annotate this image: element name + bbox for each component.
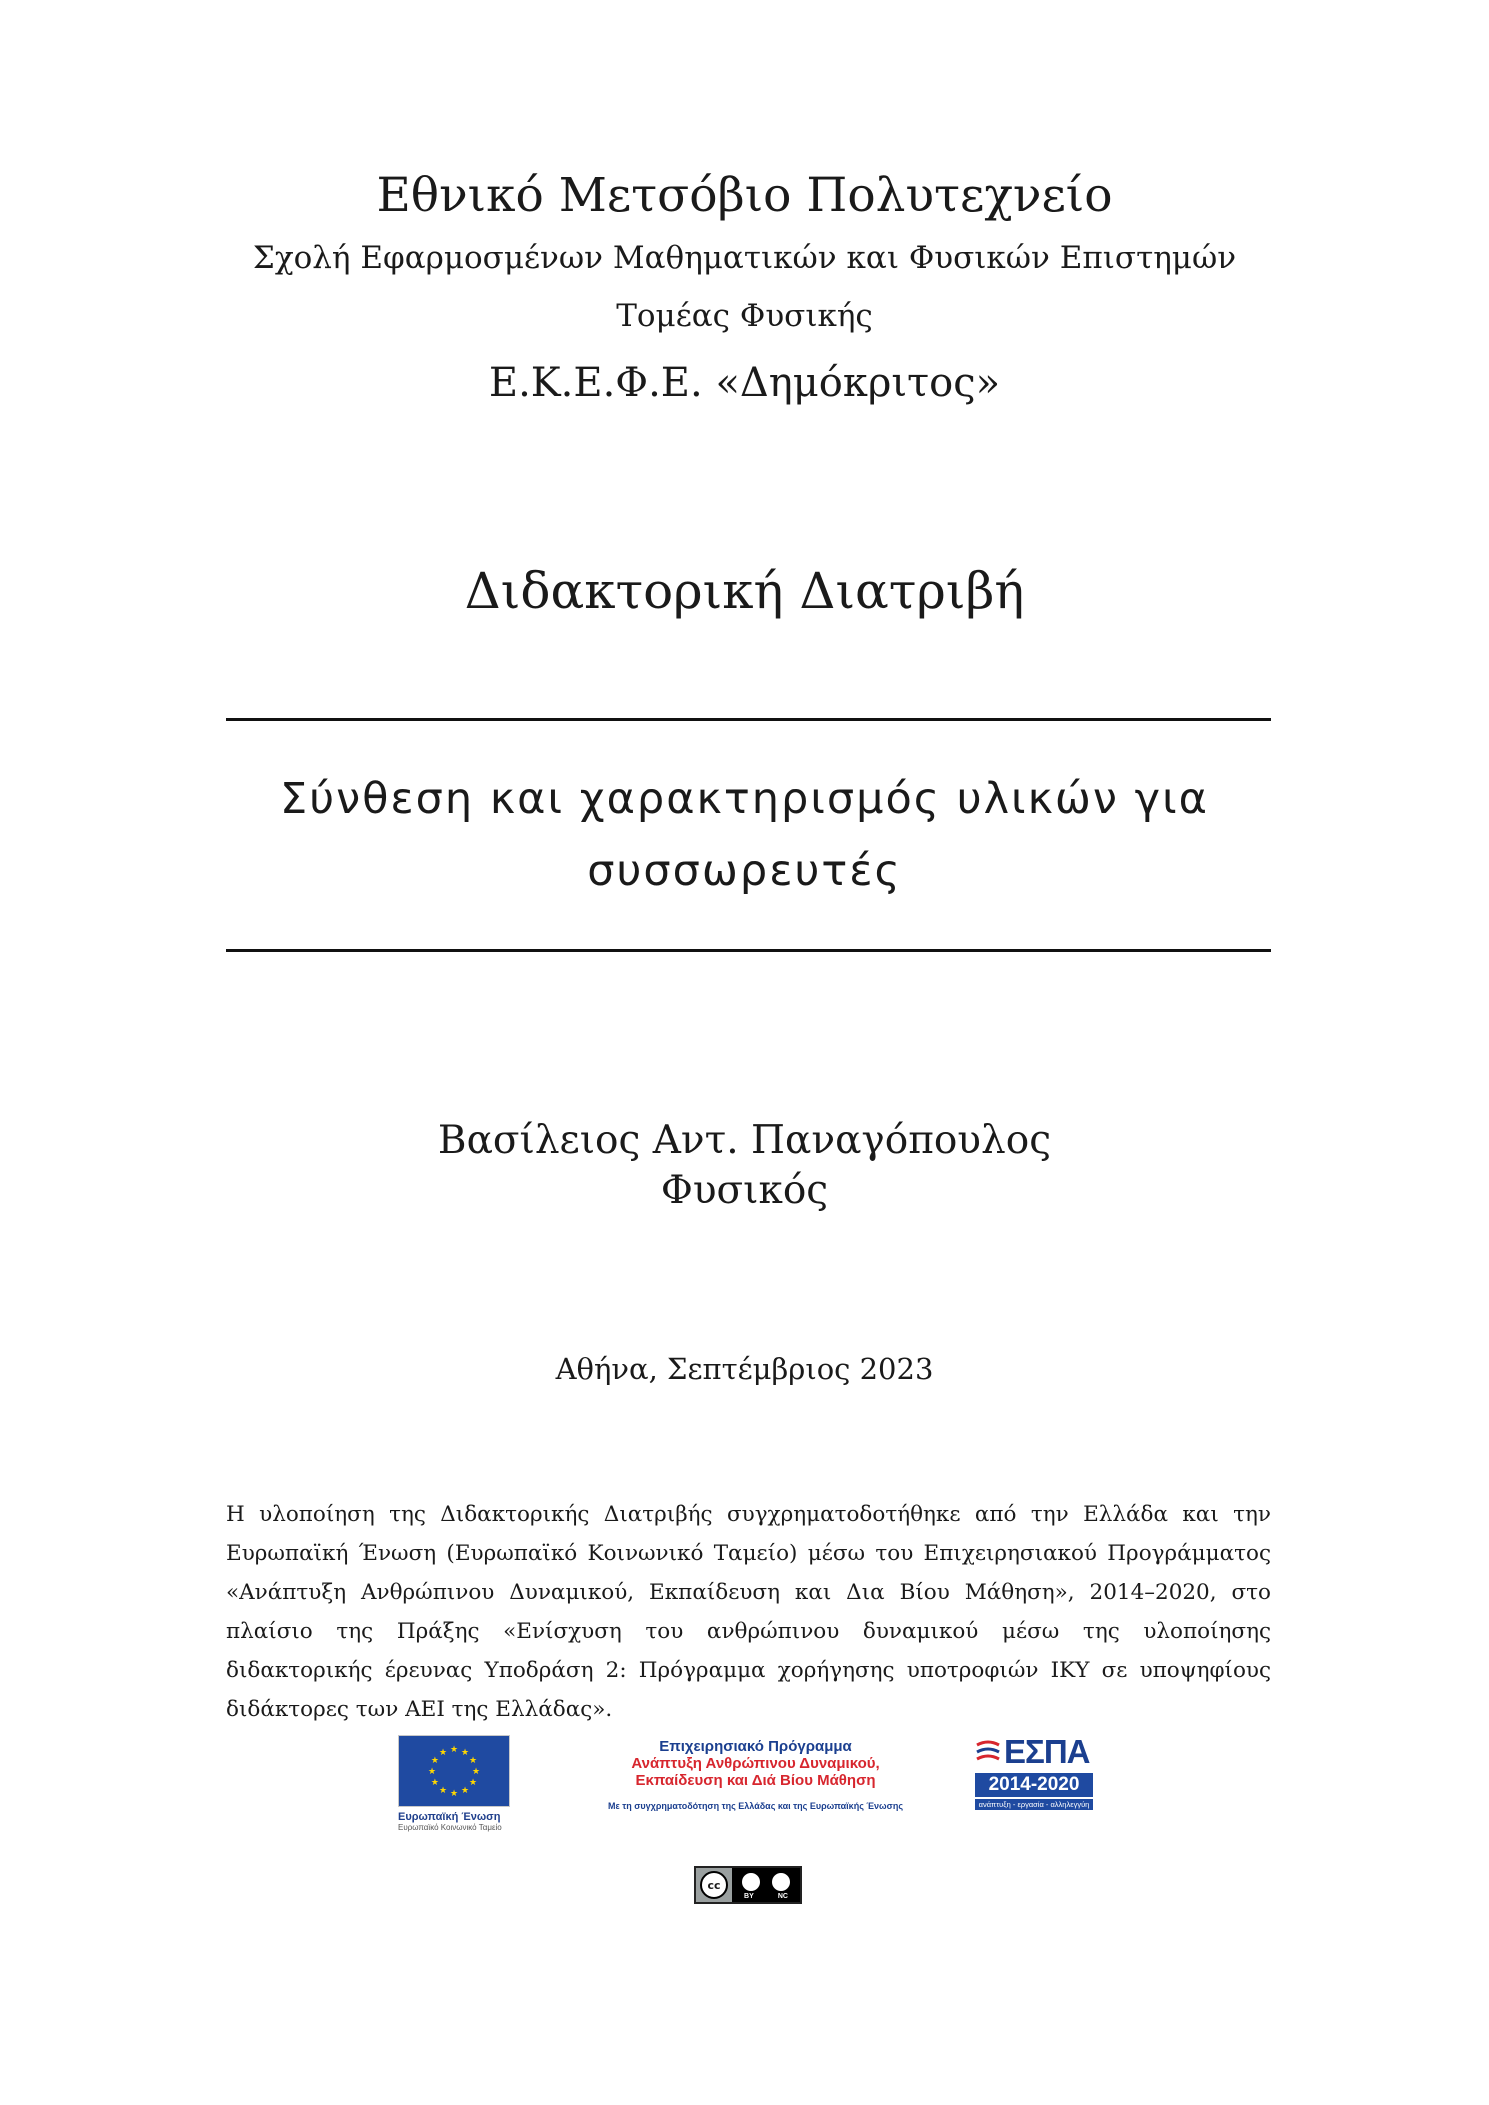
eu-logo-label: Ευρωπαϊκή Ένωση	[398, 1811, 501, 1823]
eu-logo-sublabel: Ευρωπαϊκό Κοινωνικό Ταμείο	[398, 1823, 502, 1832]
author-profession: Φυσικός	[660, 1168, 829, 1213]
place-date: Αθήνα, Σεπτέμβριος 2023	[555, 1352, 934, 1386]
cc-by-label: BY	[744, 1893, 754, 1900]
title-rule-top	[226, 718, 1271, 721]
eu-star-icon: ★	[438, 1786, 448, 1797]
cc-icon: cc	[700, 1871, 728, 1899]
eu-star-icon: ★	[430, 1756, 439, 1766]
eu-star-icon: ★	[469, 1756, 478, 1766]
attribution-icon: ●	[740, 1871, 762, 1893]
espa-word: ΕΣΠΑ	[1004, 1733, 1090, 1770]
eu-star-icon: ★	[469, 1778, 478, 1788]
eu-star-icon: ★	[471, 1767, 481, 1777]
noncommercial-icon: $	[770, 1871, 792, 1893]
eu-star-icon: ★	[430, 1778, 439, 1788]
eu-logo	[398, 1735, 508, 1833]
school-name: Σχολή Εφαρμοσμένων Μαθηματικών και Φυσικών Επιστημών	[252, 240, 1237, 276]
eu-flag-icon	[398, 1735, 510, 1807]
op-logo-line4: Με τη συγχρηματοδότηση της Ελλάδας και της Ευρωπαϊκής Ένωσης	[607, 1801, 903, 1811]
eu-star-icon: ★	[460, 1786, 470, 1797]
thesis-title-line1: Σύνθεση και χαρακτηρισμός υλικών για	[280, 774, 1209, 824]
op-logo-line1: Επιχειρησιακό Πρόγραμμα	[659, 1738, 852, 1755]
document-type: Διδακτορική Διατριβή	[464, 562, 1025, 620]
eu-star-icon: ★	[438, 1747, 448, 1758]
thesis-title-line2: συσσωρευτές	[587, 846, 902, 896]
university-name: Εθνικό Μετσόβιο Πολυτεχνείο	[376, 168, 1113, 223]
cc-nc-label: NC	[777, 1893, 788, 1900]
operational-programme-logo	[578, 1738, 933, 1828]
espa-years: 2014-2020	[975, 1773, 1093, 1797]
institute-name: Ε.Κ.Ε.Φ.Ε. «Δημόκριτος»	[488, 360, 1001, 406]
op-logo-line3: Εκπαίδευση και Διά Βίου Μάθηση	[635, 1772, 876, 1789]
eu-star-icon: ★	[449, 1745, 459, 1755]
title-rule-bottom	[226, 949, 1271, 952]
espa-waves-icon	[975, 1737, 1001, 1767]
creative-commons-license-badge	[694, 1866, 802, 1904]
author-name: Βασίλειος Αντ. Παναγόπουλος	[437, 1118, 1052, 1163]
funding-statement: Η υλοποίηση της Διδακτορικής Διατριβής συγχρηματοδοτήθηκε από την Ελλάδα και την Ευρωπαϊκή Ένωση (Ευρωπαϊκό Κοινωνικό Ταμείο) μέσω του Επιχειρησιακού Προγράμματος «Ανάπτυξη Ανθρώπινου Δυναμικού, Εκπαίδευση και Δια Βίου Μάθηση», 2014–2020, στο πλαίσιο της Πράξης «Ενίσχυση του ανθρώπινου δυναμικού μέσω της υλοποίησης διδακτορικής έρευνας Υποδράση 2: Πρόγραμμα χορήγησης υποτροφιών ΙΚΥ σε υποψηφίους διδάκτορες των ΑΕΙ της Ελλάδας».	[226, 1502, 1271, 1722]
eu-star-icon: ★	[460, 1747, 470, 1758]
espa-slogan: ανάπτυξη - εργασία - αλληλεγγύη	[975, 1799, 1093, 1810]
espa-logo	[975, 1733, 1093, 1825]
op-logo-line2: Ανάπτυξη Ανθρώπινου Δυναμικού,	[631, 1755, 880, 1772]
department-name: Τομέας Φυσικής	[616, 298, 873, 334]
eu-star-icon: ★	[427, 1767, 437, 1777]
eu-star-icon: ★	[449, 1789, 459, 1799]
